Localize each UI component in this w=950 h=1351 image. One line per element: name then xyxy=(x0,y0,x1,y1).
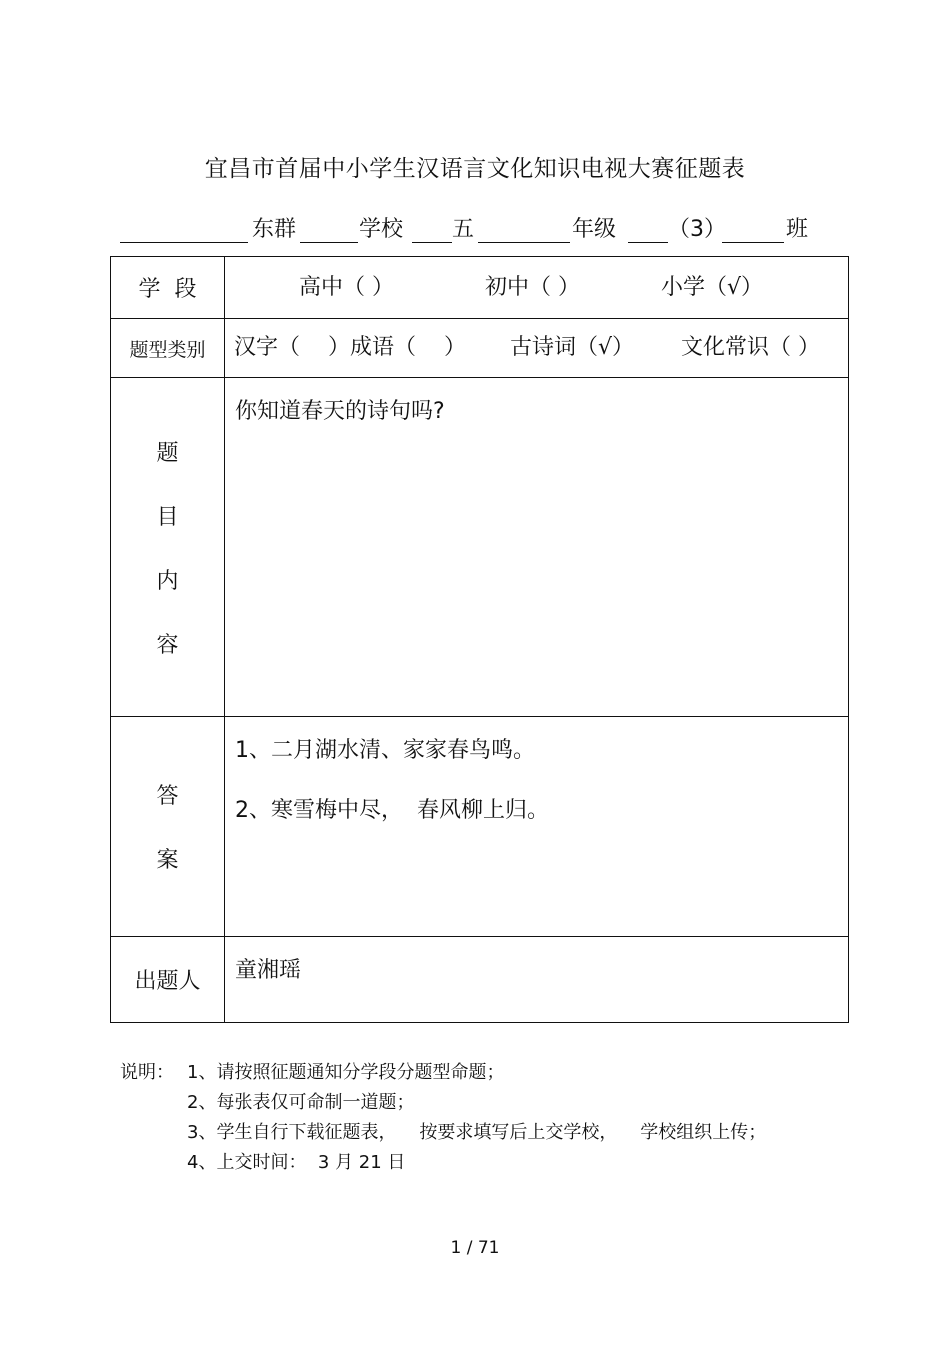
grade-value: 五 xyxy=(452,217,475,242)
stage-options-cell xyxy=(225,257,849,319)
class-underline-post xyxy=(722,242,784,243)
school-label: 学校 xyxy=(359,217,404,242)
stage-option-high: 高中（ ） xyxy=(299,275,394,300)
grade-underline-pre xyxy=(412,242,452,243)
type-option-hanzi-chengyu: 汉字（ ）成语（ ） xyxy=(234,335,466,360)
page-number: 1 / 71 xyxy=(450,1238,500,1258)
question-form-table xyxy=(110,256,849,1023)
answer-label-char: 案 xyxy=(156,848,179,873)
answer-line: 1、二月湖水清、家家春鸟鸣。 xyxy=(235,738,535,763)
class-value: （3） xyxy=(668,217,726,242)
class-underline-pre xyxy=(628,242,668,243)
notes-item: 3、学生自行下载征题表， 按要求填写后上交学校， 学校组织上传； xyxy=(187,1122,767,1143)
answer-label-char: 答 xyxy=(156,784,179,809)
stage-option-middle: 初中（ ） xyxy=(485,275,580,300)
type-label: 题型类别 xyxy=(111,319,225,378)
type-option-poetry: 古诗词（√） xyxy=(510,335,635,360)
author-row xyxy=(111,937,849,1023)
class-label: 班 xyxy=(786,217,809,242)
school-underline-pre xyxy=(120,242,248,243)
question-label xyxy=(111,378,225,717)
answer-label xyxy=(111,717,225,937)
author-value: 童湘瑶 xyxy=(235,958,302,983)
type-options-cell xyxy=(225,319,849,378)
question-label-char: 题 xyxy=(156,440,179,466)
notes-item: 1、请按照征题通知分学段分题型命题； xyxy=(187,1062,505,1083)
author-label: 出题人 xyxy=(111,937,225,1023)
school-underline-post xyxy=(300,242,358,243)
question-label-char: 容 xyxy=(156,632,179,658)
question-label-char: 内 xyxy=(156,568,179,594)
answer-row xyxy=(111,717,849,937)
question-row xyxy=(111,378,849,717)
answer-line: 2、寒雪梅中尽， 春风柳上归。 xyxy=(235,798,549,823)
question-label-char: 目 xyxy=(156,504,179,530)
notes-item: 4、上交时间： 3 月 21 日 xyxy=(187,1152,406,1173)
question-content-cell xyxy=(225,378,849,717)
school-info-line xyxy=(118,212,818,246)
notes-label: 说明： xyxy=(120,1062,174,1083)
answer-content-cell xyxy=(225,717,849,937)
grade-label: 年级 xyxy=(572,217,617,242)
stage-row xyxy=(111,257,849,319)
notes-item: 2、每张表仅可命制一道题； xyxy=(187,1092,415,1113)
type-option-culture: 文化常识（ ） xyxy=(681,335,820,360)
grade-underline-post xyxy=(478,242,570,243)
school-value: 东群 xyxy=(252,217,297,242)
stage-option-primary: 小学（√） xyxy=(661,275,764,300)
stage-label xyxy=(111,257,225,319)
question-text: 你知道春天的诗句吗? xyxy=(235,399,445,424)
author-value-cell xyxy=(225,937,849,1023)
type-row xyxy=(111,319,849,378)
stage-label-text: 学 段 xyxy=(138,277,197,302)
form-title: 宜昌市首届中小学生汉语言文化知识电视大赛征题表 xyxy=(204,156,746,182)
